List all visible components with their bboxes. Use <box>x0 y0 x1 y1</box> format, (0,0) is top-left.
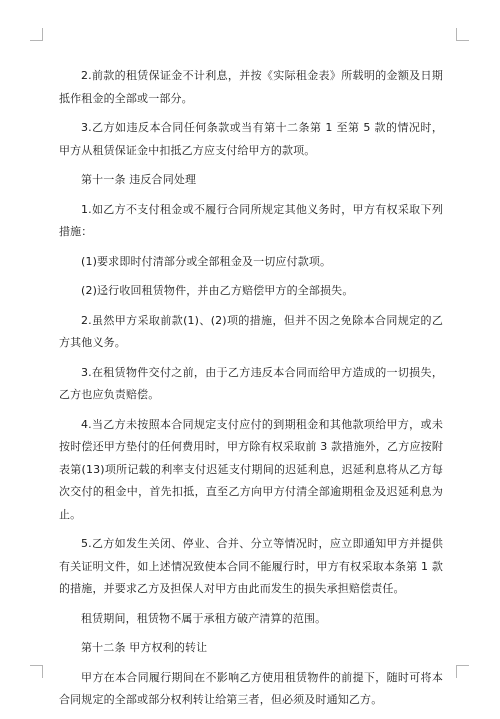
paragraph-pre-delivery-loss: 3.在租赁物件交付之前，由于乙方违反本合同而给甲方造成的一切损失，乙方也应负责赔偿。 <box>59 365 443 401</box>
paragraph-breach-measures: 1.如乙方不支付租金或不履行合同所规定其他义务时，甲方有权采取下列措施： <box>59 202 443 238</box>
article-12-heading: 第十二条 甲方权利的转让 <box>81 641 208 654</box>
paragraph-late-interest: 4.当乙方未按照本合同规定支付应付的到期租金和其他款项给甲方，或未按时偿还甲方垫付的任何费用时，甲方除有权采取前 3 款措施外，乙方应按附表第(13)项所记载的利率支付迟延支付期间的迟延利息，迟延利息将从乙方每次交付的租金中，首先扣抵，直至乙方向甲方付清全部逾期租金及迟延利息为止。 <box>59 417 443 521</box>
crop-mark-bottom-right <box>456 665 469 678</box>
paragraph-deposit-deduction: 3.乙方如违反本合同任何条款或当有第十二条第 1 至第 5 款的情况时，甲方从租赁保证金中扣抵乙方应支付给甲方的款项。 <box>59 121 443 157</box>
paragraph-other-obligations: 2.虽然甲方采取前款(1)、(2)项的措施，但并不因之免除本合同规定的乙方其他义务。 <box>59 313 443 349</box>
paragraph-rights-transfer: 甲方在本合同履行期间在不影响乙方使用租赁物件的前提下，随时可将本合同规定的全部或部分权利转让给第三者，但必须及时通知乙方。 <box>59 670 443 706</box>
crop-mark-bottom-left <box>30 665 43 678</box>
document-body <box>59 65 443 719</box>
paragraph-closure-notice: 5.乙方如发生关闭、停业、合并、分立等情况时，应立即通知甲方并提供有关证明文件，如上述情况致使本合同不能履行时，甲方有权采取本条第 1 款的措施，并要求乙方及担保人对甲方由此而发生的损失承担赔偿责任。 <box>59 537 443 595</box>
paragraph-bankruptcy-scope: 租赁期间，租赁物不属于承租方破产清算的范围。 <box>81 611 327 625</box>
crop-mark-top-right <box>456 28 469 41</box>
article-11-heading: 第十一条 违反合同处理 <box>81 173 197 186</box>
paragraph-deposit-interest: 2.前款的租赁保证金不计利息，并按《实际租金表》所载明的金额及日期抵作租金的全部或一部分。 <box>59 69 443 105</box>
crop-mark-top-left <box>30 28 43 41</box>
paragraph-measure-2: (2)迳行收回租赁物件，并由乙方赔偿甲方的全部损失。 <box>81 284 354 297</box>
paragraph-measure-1: (1)要求即时付清部分或全部租金及一切应付款项。 <box>81 254 332 268</box>
